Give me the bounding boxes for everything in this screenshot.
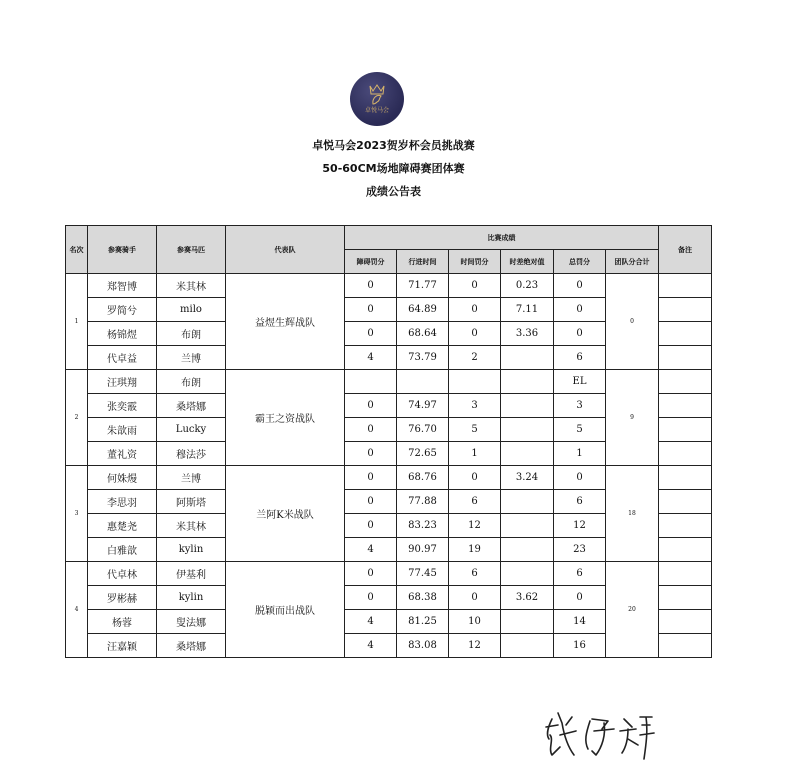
team-total-cell: 18 [606,466,659,562]
logo-text: 卓悦马会 [364,107,389,114]
remarks-cell [659,562,712,586]
time-penalty-cell [449,370,501,394]
signature [540,705,670,765]
jump-penalty-cell: 0 [345,514,397,538]
results-body [66,274,712,658]
time-diff-cell [501,634,554,658]
jump-penalty-cell: 0 [345,394,397,418]
rank-cell: 2 [66,370,88,466]
rank-cell: 1 [66,274,88,370]
jump-penalty-cell: 4 [345,634,397,658]
header-time-diff: 时差绝对值 [501,250,554,274]
horse-cell: 阿斯塔 [157,490,226,514]
horse-cell: 穆法莎 [157,442,226,466]
total-cell: 0 [554,586,606,610]
travel-time-cell: 83.08 [397,634,449,658]
remarks-cell [659,346,712,370]
jump-penalty-cell: 4 [345,346,397,370]
remarks-cell [659,370,712,394]
travel-time-cell: 71.77 [397,274,449,298]
horse-cell: 兰博 [157,346,226,370]
time-diff-cell: 0.23 [501,274,554,298]
team-cell: 益煜生辉战队 [226,274,345,370]
horse-cell: 桑塔娜 [157,394,226,418]
horse-cell: 米其林 [157,514,226,538]
header-rider: 参赛骑手 [88,226,157,274]
remarks-cell [659,610,712,634]
horse-crown-icon [350,72,404,126]
total-cell: 6 [554,490,606,514]
total-cell: 6 [554,562,606,586]
rider-cell: 董礼资 [88,442,157,466]
rider-cell: 罗彬赫 [88,586,157,610]
rider-cell: 郑智博 [88,274,157,298]
jump-penalty-cell: 0 [345,322,397,346]
jump-penalty-cell: 4 [345,610,397,634]
jump-penalty-cell [345,370,397,394]
total-cell: 0 [554,274,606,298]
total-cell: EL [554,370,606,394]
time-penalty-cell: 6 [449,562,501,586]
time-penalty-cell: 0 [449,586,501,610]
time-diff-cell [501,538,554,562]
header-jump-penalty: 障碍罚分 [345,250,397,274]
remarks-cell [659,586,712,610]
remarks-cell [659,466,712,490]
horse-cell: 布朗 [157,322,226,346]
time-diff-cell [501,562,554,586]
rider-cell: 张奕霰 [88,394,157,418]
rider-cell: 白雅歆 [88,538,157,562]
team-total-cell: 9 [606,370,659,466]
travel-time-cell: 64.89 [397,298,449,322]
table-row [66,562,712,586]
remarks-cell [659,274,712,298]
travel-time-cell: 74.97 [397,394,449,418]
total-cell: 6 [554,346,606,370]
total-cell: 1 [554,442,606,466]
time-penalty-cell: 12 [449,634,501,658]
time-penalty-cell: 0 [449,274,501,298]
jump-penalty-cell: 0 [345,586,397,610]
jump-penalty-cell: 0 [345,442,397,466]
rider-cell: 汪嘉颖 [88,634,157,658]
total-cell: 23 [554,538,606,562]
time-diff-cell [501,610,554,634]
horse-cell: Lucky [157,418,226,442]
travel-time-cell: 77.45 [397,562,449,586]
jump-penalty-cell: 0 [345,490,397,514]
travel-time-cell: 76.70 [397,418,449,442]
travel-time-cell: 72.65 [397,442,449,466]
travel-time-cell: 77.88 [397,490,449,514]
horse-cell: 伊基利 [157,562,226,586]
time-diff-cell [501,514,554,538]
remarks-cell [659,634,712,658]
jump-penalty-cell: 0 [345,466,397,490]
time-penalty-cell: 2 [449,346,501,370]
travel-time-cell: 68.38 [397,586,449,610]
time-penalty-cell: 0 [449,298,501,322]
time-penalty-cell: 6 [449,490,501,514]
table-row [66,466,712,490]
header-team-total: 团队分合计 [606,250,659,274]
travel-time-cell: 90.97 [397,538,449,562]
time-diff-cell: 3.62 [501,586,554,610]
time-diff-cell [501,418,554,442]
rider-cell: 罗简兮 [88,298,157,322]
header-horse: 参赛马匹 [157,226,226,274]
jump-penalty-cell: 0 [345,418,397,442]
remarks-cell [659,322,712,346]
total-cell: 5 [554,418,606,442]
time-penalty-cell: 1 [449,442,501,466]
rank-cell: 4 [66,562,88,658]
total-cell: 0 [554,322,606,346]
team-cell: 霸王之资战队 [226,370,345,466]
remarks-cell [659,490,712,514]
club-logo [350,72,404,126]
jump-penalty-cell: 0 [345,298,397,322]
team-total-cell: 20 [606,562,659,658]
remarks-cell [659,514,712,538]
rank-cell: 3 [66,466,88,562]
time-diff-cell: 3.24 [501,466,554,490]
jump-penalty-cell: 4 [345,538,397,562]
table-row [66,370,712,394]
table-row [66,274,712,298]
travel-time-cell: 68.76 [397,466,449,490]
total-cell: 0 [554,298,606,322]
rider-cell: 李思羽 [88,490,157,514]
time-penalty-cell: 19 [449,538,501,562]
time-penalty-cell: 0 [449,466,501,490]
header-team: 代表队 [226,226,345,274]
header-travel-time: 行进时间 [397,250,449,274]
travel-time-cell: 81.25 [397,610,449,634]
rider-cell: 代卓林 [88,562,157,586]
rider-cell: 惠楚尧 [88,514,157,538]
horse-cell: kylin [157,538,226,562]
total-cell: 16 [554,634,606,658]
travel-time-cell: 68.64 [397,322,449,346]
header-time-penalty: 时间罚分 [449,250,501,274]
time-diff-cell: 7.11 [501,298,554,322]
horse-cell: 叟法娜 [157,610,226,634]
rider-cell: 朱歆雨 [88,418,157,442]
travel-time-cell: 73.79 [397,346,449,370]
jump-penalty-cell: 0 [345,274,397,298]
remarks-cell [659,442,712,466]
time-diff-cell [501,370,554,394]
report-title: 成绩公告表 [366,185,421,198]
time-penalty-cell: 10 [449,610,501,634]
time-penalty-cell: 5 [449,418,501,442]
time-diff-cell: 3.36 [501,322,554,346]
jump-penalty-cell: 0 [345,562,397,586]
remarks-cell [659,394,712,418]
time-penalty-cell: 12 [449,514,501,538]
header-remarks: 备注 [659,226,712,274]
travel-time-cell [397,370,449,394]
remarks-cell [659,538,712,562]
horse-cell: kylin [157,586,226,610]
team-total-cell: 0 [606,274,659,370]
team-cell: 兰阿K米战队 [226,466,345,562]
event-subtitle: 50-60CM场地障碍赛团体赛 [322,162,465,175]
total-cell: 0 [554,466,606,490]
rider-cell: 杨蓉 [88,610,157,634]
horse-cell: 布朗 [157,370,226,394]
time-penalty-cell: 0 [449,322,501,346]
horse-cell: 桑塔娜 [157,634,226,658]
team-cell: 脱颖而出战队 [226,562,345,658]
header-rank: 名次 [66,226,88,274]
header-total: 总罚分 [554,250,606,274]
results-table [65,225,712,658]
time-diff-cell [501,442,554,466]
header-results: 比赛成绩 [345,226,659,250]
horse-cell: 米其林 [157,274,226,298]
rider-cell: 何姝熳 [88,466,157,490]
rider-cell: 杨锦煜 [88,322,157,346]
horse-cell: milo [157,298,226,322]
time-diff-cell [501,490,554,514]
remarks-cell [659,298,712,322]
time-diff-cell [501,346,554,370]
time-diff-cell [501,394,554,418]
rider-cell: 汪琪翔 [88,370,157,394]
rider-cell: 代卓益 [88,346,157,370]
travel-time-cell: 83.23 [397,514,449,538]
event-title: 卓悦马会2023贺岁杯会员挑战赛 [312,139,475,152]
total-cell: 14 [554,610,606,634]
time-penalty-cell: 3 [449,394,501,418]
horse-cell: 兰博 [157,466,226,490]
total-cell: 12 [554,514,606,538]
total-cell: 3 [554,394,606,418]
remarks-cell [659,418,712,442]
